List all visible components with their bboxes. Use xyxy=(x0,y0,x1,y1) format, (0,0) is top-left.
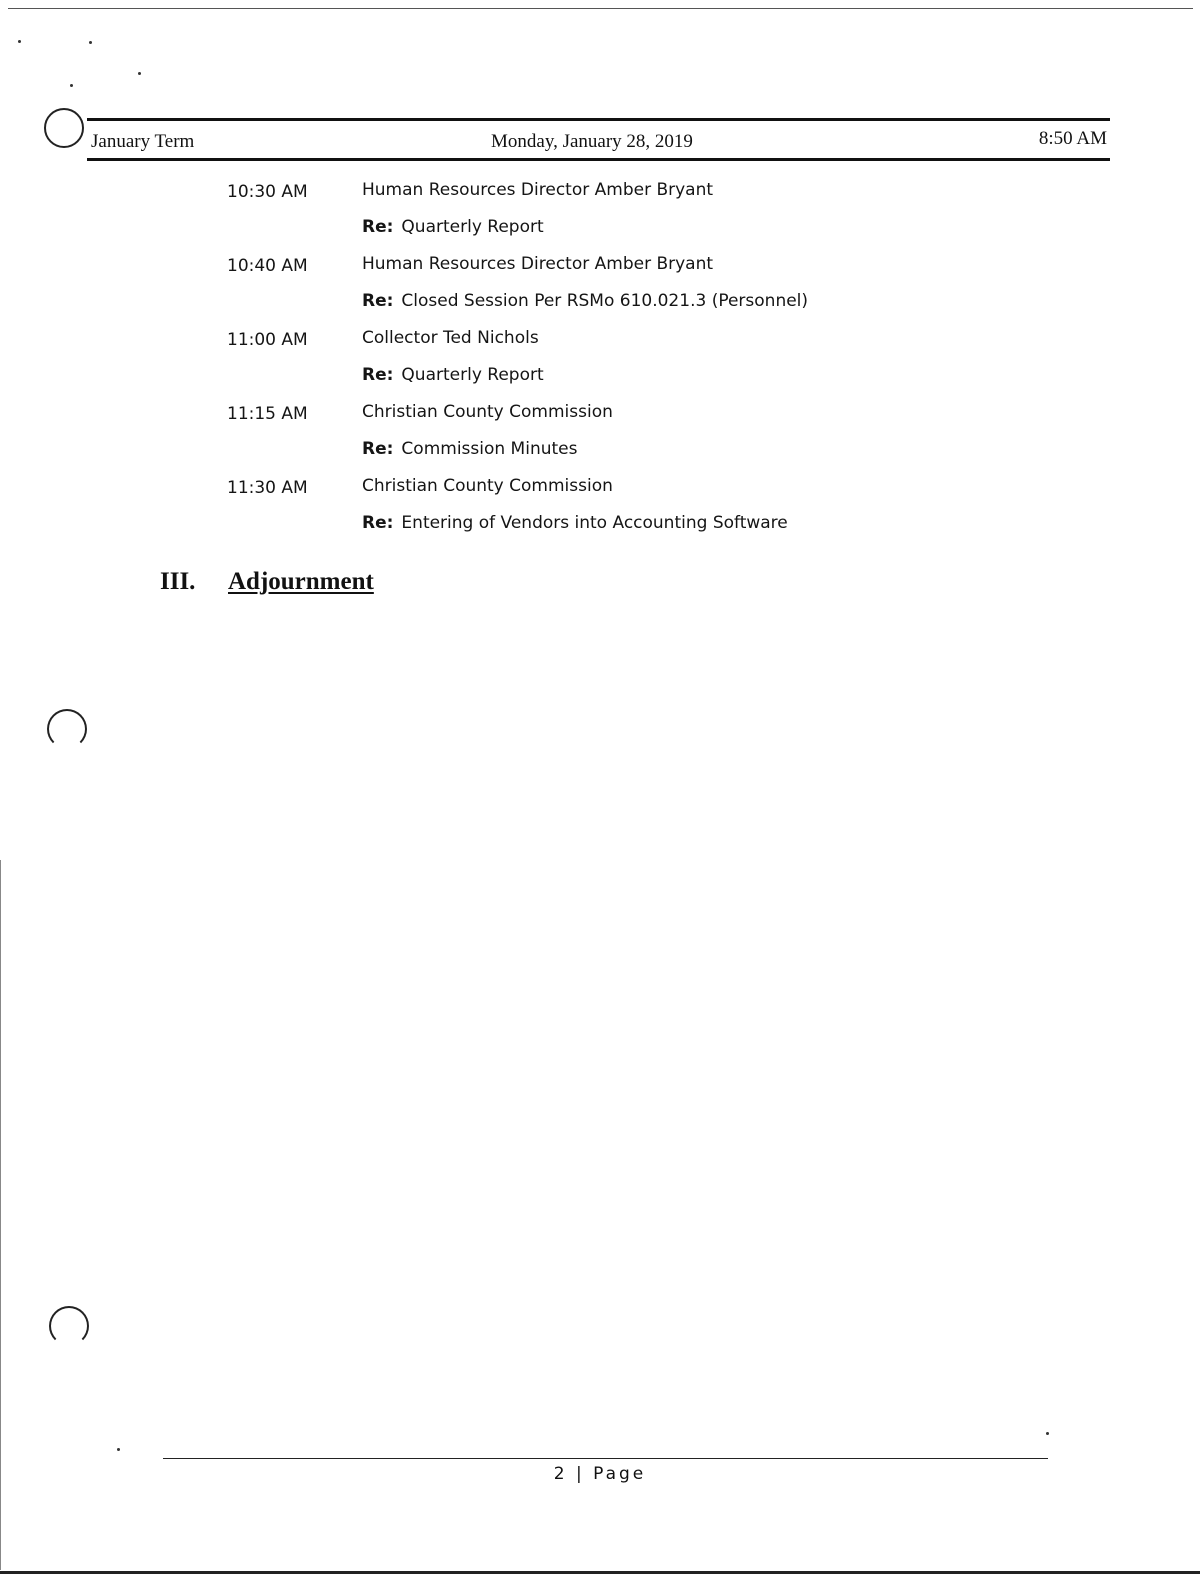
agenda-topic: Closed Session Per RSMo 610.021.3 (Personnel) xyxy=(401,291,809,311)
re-label: Re: xyxy=(362,439,394,459)
header-date: Monday, January 28, 2019 xyxy=(491,131,693,152)
re-label: Re: xyxy=(362,217,394,237)
agenda-time: 11:00 AM xyxy=(227,330,308,350)
header-term: January Term xyxy=(91,131,195,152)
agenda-presenter: Christian County Commission xyxy=(362,402,613,422)
header-rule-top xyxy=(87,118,1110,121)
agenda-presenter: Human Resources Director Amber Bryant xyxy=(362,180,714,200)
agenda-presenter: Human Resources Director Amber Bryant xyxy=(362,254,714,274)
scan-bottom-edge xyxy=(0,1571,1200,1574)
scan-speck xyxy=(117,1448,120,1451)
agenda-subject xyxy=(362,513,788,533)
punch-hole-icon xyxy=(44,108,84,148)
re-label: Re: xyxy=(362,513,394,533)
agenda-time: 11:30 AM xyxy=(227,478,308,498)
section-numeral: III. xyxy=(160,568,196,595)
scan-speck xyxy=(18,40,21,43)
scan-speck xyxy=(89,41,92,44)
scan-top-edge xyxy=(8,8,1193,9)
page-number: 2 | Page xyxy=(553,1464,647,1484)
header-time: 8:50 AM xyxy=(1038,128,1107,149)
agenda-presenter: Collector Ted Nichols xyxy=(362,328,539,348)
agenda-subject xyxy=(362,439,577,459)
agenda-subject xyxy=(362,365,544,385)
agenda-presenter: Christian County Commission xyxy=(362,476,613,496)
agenda-time: 10:30 AM xyxy=(227,182,308,202)
agenda-topic: Entering of Vendors into Accounting Software xyxy=(401,513,788,533)
agenda-time: 11:15 AM xyxy=(227,404,308,424)
scan-speck xyxy=(138,72,141,75)
scan-speck xyxy=(1046,1432,1049,1435)
agenda-subject xyxy=(362,217,544,237)
agenda-topic: Quarterly Report xyxy=(401,365,544,385)
agenda-time: 10:40 AM xyxy=(227,256,308,276)
agenda-topic: Quarterly Report xyxy=(401,217,544,237)
header-rule-bottom xyxy=(87,158,1110,161)
section-title: Adjournment xyxy=(228,568,374,595)
agenda-topic: Commission Minutes xyxy=(401,439,578,459)
re-label: Re: xyxy=(362,365,394,385)
punch-hole-icon xyxy=(47,709,87,749)
re-label: Re: xyxy=(362,291,394,311)
scan-speck xyxy=(70,84,73,87)
footer-rule xyxy=(163,1458,1048,1459)
agenda-subject xyxy=(362,291,808,311)
punch-hole-icon xyxy=(49,1306,89,1346)
